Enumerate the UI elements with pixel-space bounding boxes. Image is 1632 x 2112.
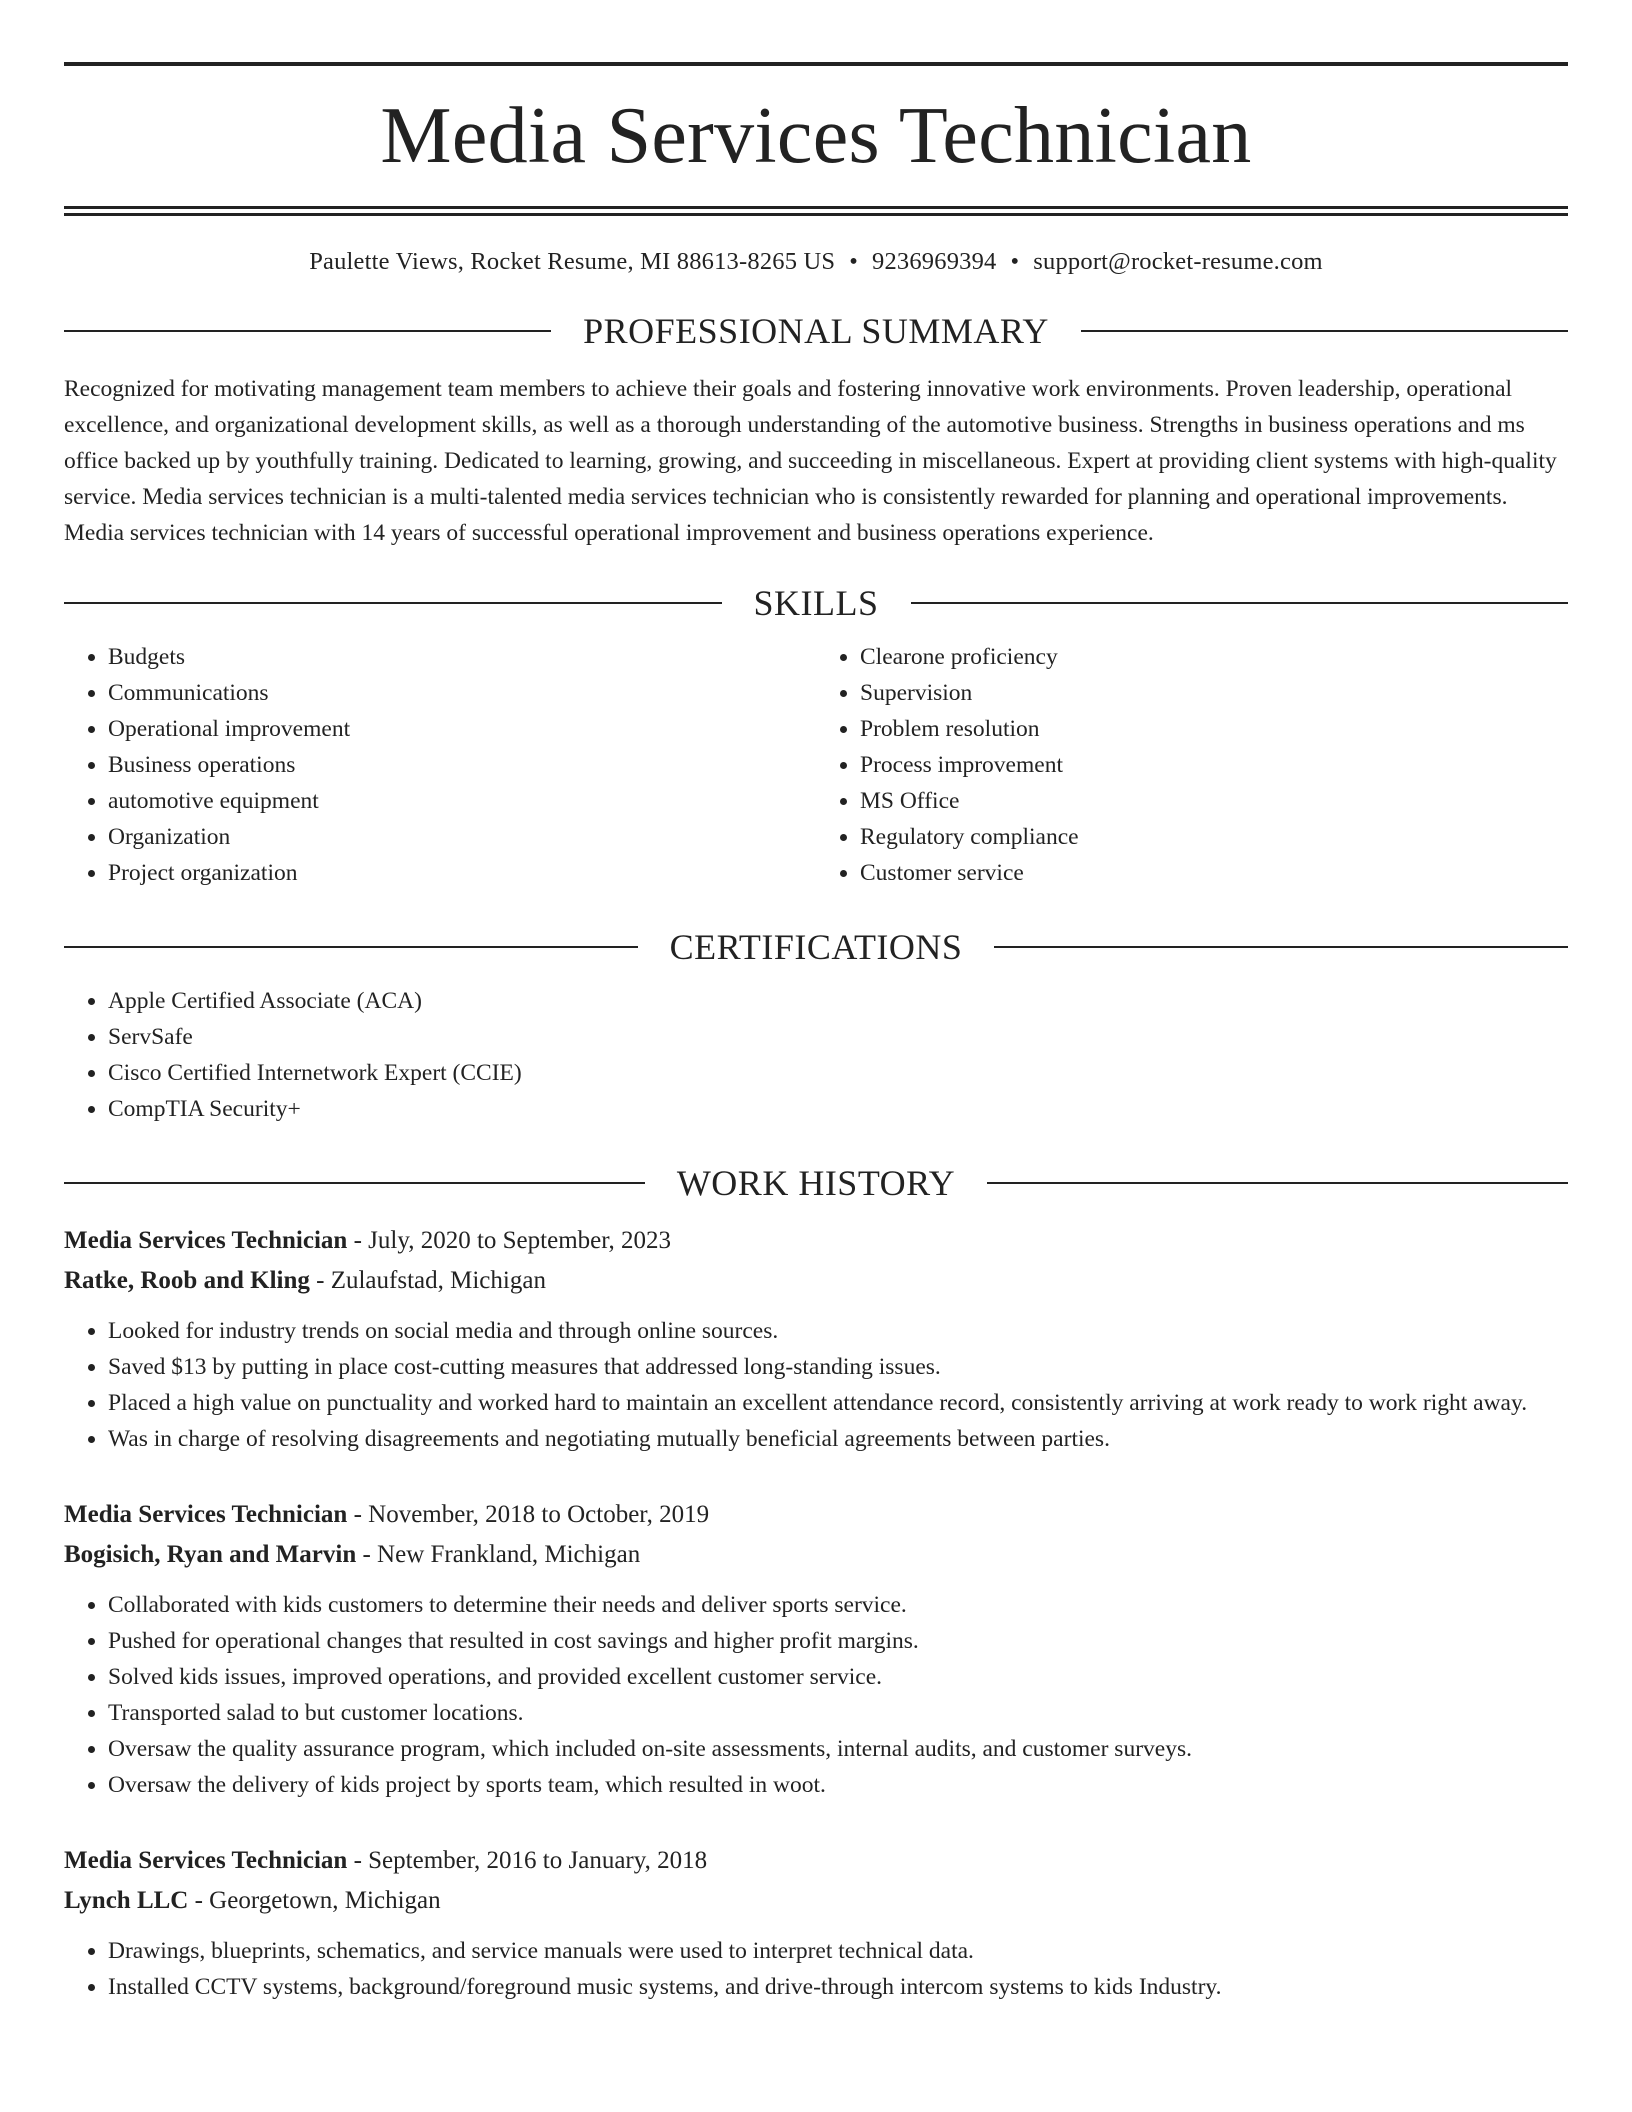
contact-separator: • <box>849 248 858 275</box>
skill-item: • Business operations <box>108 747 816 783</box>
heading-rule <box>1081 330 1568 332</box>
contact-email: support@rocket-resume.com <box>1033 248 1323 275</box>
section-heading-summary <box>64 310 1568 351</box>
contact-phone: 9236969394 <box>872 248 997 275</box>
job-bullet: • Saved $13 by putting in place cost-cutting measures that addressed long-standing issues. <box>108 1349 1568 1385</box>
top-rule <box>64 62 1568 66</box>
heading-rule <box>64 1182 645 1184</box>
section-title: SKILLS <box>753 582 879 623</box>
job-company: Bogisich, Ryan and Marvin <box>64 1540 357 1568</box>
skill-item: • Customer service <box>860 855 1568 891</box>
heading-rule <box>911 602 1569 604</box>
job-bullets <box>64 1933 1568 2005</box>
section-heading-skills <box>64 582 1568 623</box>
heading-rule <box>987 1182 1568 1184</box>
job-bullet: • Installed CCTV systems, background/foreground music systems, and drive-through intercom systems to kids Industry. <box>108 1969 1568 2005</box>
skill-item: • Organization <box>108 819 816 855</box>
job-bullets <box>64 1587 1568 1803</box>
job-bullet: • Pushed for operational changes that resulted in cost savings and higher profit margins. <box>108 1623 1568 1659</box>
heading-rule <box>64 330 551 332</box>
work-history-list <box>64 1221 1568 2005</box>
certifications-list <box>64 983 1568 1127</box>
job-bullet: • Looked for industry trends on social media and through online sources. <box>108 1313 1568 1349</box>
skills-columns <box>64 621 1568 891</box>
skill-item: • Communications <box>108 675 816 711</box>
section-title: WORK HISTORY <box>676 1162 956 1203</box>
job-bullet: • Drawings, blueprints, schematics, and service manuals were used to interpret technical data. <box>108 1933 1568 1969</box>
heading-rule <box>64 602 722 604</box>
job-title: Media Services Technician <box>64 1846 348 1874</box>
contact-separator: • <box>1010 248 1020 275</box>
job-company-line <box>64 1261 1568 1301</box>
job-company-line <box>64 1881 1568 1921</box>
skill-item: • Regulatory compliance <box>860 819 1568 855</box>
summary-text: Recognized for motivating management team members to achieve their goals and fostering innovative work environments. Proven leadership, operational excellence, and organizational development skills, as well as a thorough understanding of the automotive business. Strengths in business operations and ms office backed up by youthfully training. Dedicated to learning, growing, and succeeding in miscellaneous. Expert at providing client systems with high-quality service. Media services technician is a multi-talented media services technician who is consistently rewarded for planning and operational improvements. Media services technician with 14 years of successful operational improvement and business operations experience. <box>64 375 1557 546</box>
section-title: CERTIFICATIONS <box>669 926 963 967</box>
job-bullet: • Placed a high value on punctuality and worked hard to maintain an excellent attendance record, consistently arriving at work ready to work right away. <box>108 1385 1568 1421</box>
job-title-line <box>64 1841 1568 1881</box>
job-company: Ratke, Roob and Kling <box>64 1266 310 1294</box>
skills-list-right <box>816 639 1568 891</box>
job-entry <box>64 1841 1568 2005</box>
skill-item: • Problem resolution <box>860 711 1568 747</box>
job-dates: - September, 2016 to January, 2018 <box>347 1846 708 1874</box>
title-double-rule <box>64 206 1568 216</box>
section-heading-certifications <box>64 926 1568 967</box>
section-title: PROFESSIONAL SUMMARY <box>583 310 1049 351</box>
job-bullet: • Oversaw the delivery of kids project by sports team, which resulted in woot. <box>108 1767 1568 1803</box>
contact-address: Paulette Views, Rocket Resume, MI 88613-8265 US <box>309 248 836 275</box>
heading-rule <box>994 946 1568 948</box>
heading-rule <box>64 946 638 948</box>
certification-item: • Cisco Certified Internetwork Expert (CCIE) <box>108 1055 1568 1091</box>
resume-title: Media Services Technician <box>380 92 1252 180</box>
job-company: Lynch LLC <box>64 1886 189 1914</box>
certification-item: • Apple Certified Associate (ACA) <box>108 983 1568 1019</box>
job-title: Media Services Technician <box>64 1226 348 1254</box>
skills-list-left <box>64 639 816 891</box>
job-entry <box>64 1495 1568 1803</box>
skill-item: • automotive equipment <box>108 783 816 819</box>
job-bullets <box>64 1313 1568 1457</box>
job-bullet: • Collaborated with kids customers to determine their needs and deliver sports service. <box>108 1587 1568 1623</box>
skill-item: • Process improvement <box>860 747 1568 783</box>
skill-item: • Clearone proficiency <box>860 639 1568 675</box>
skill-item: • MS Office <box>860 783 1568 819</box>
skill-item: • Budgets <box>108 639 816 675</box>
job-location: - New Frankland, Michigan <box>356 1540 641 1568</box>
skill-item: • Project organization <box>108 855 816 891</box>
job-title-line <box>64 1221 1568 1261</box>
job-bullet: • Solved kids issues, improved operations, and provided excellent customer service. <box>108 1659 1568 1695</box>
job-dates: - July, 2020 to September, 2023 <box>347 1226 672 1254</box>
certification-item: • ServSafe <box>108 1019 1568 1055</box>
job-bullet: • Oversaw the quality assurance program, which included on-site assessments, internal audits, and customer surveys. <box>108 1731 1568 1767</box>
skill-item: • Operational improvement <box>108 711 816 747</box>
job-title-line <box>64 1495 1568 1535</box>
certification-item: • CompTIA Security+ <box>108 1091 1568 1127</box>
job-company-line <box>64 1535 1568 1575</box>
job-title: Media Services Technician <box>64 1500 348 1528</box>
job-entry <box>64 1221 1568 1457</box>
section-heading-work-history <box>64 1162 1568 1203</box>
skill-item: • Supervision <box>860 675 1568 711</box>
job-bullet: • Was in charge of resolving disagreements and negotiating mutually beneficial agreements between parties. <box>108 1421 1568 1457</box>
contact-line <box>64 250 1568 275</box>
job-bullet: • Transported salad to but customer locations. <box>108 1695 1568 1731</box>
job-location: - Zulaufstad, Michigan <box>309 1266 546 1294</box>
job-location: - Georgetown, Michigan <box>188 1886 441 1914</box>
job-dates: - November, 2018 to October, 2019 <box>347 1500 710 1528</box>
